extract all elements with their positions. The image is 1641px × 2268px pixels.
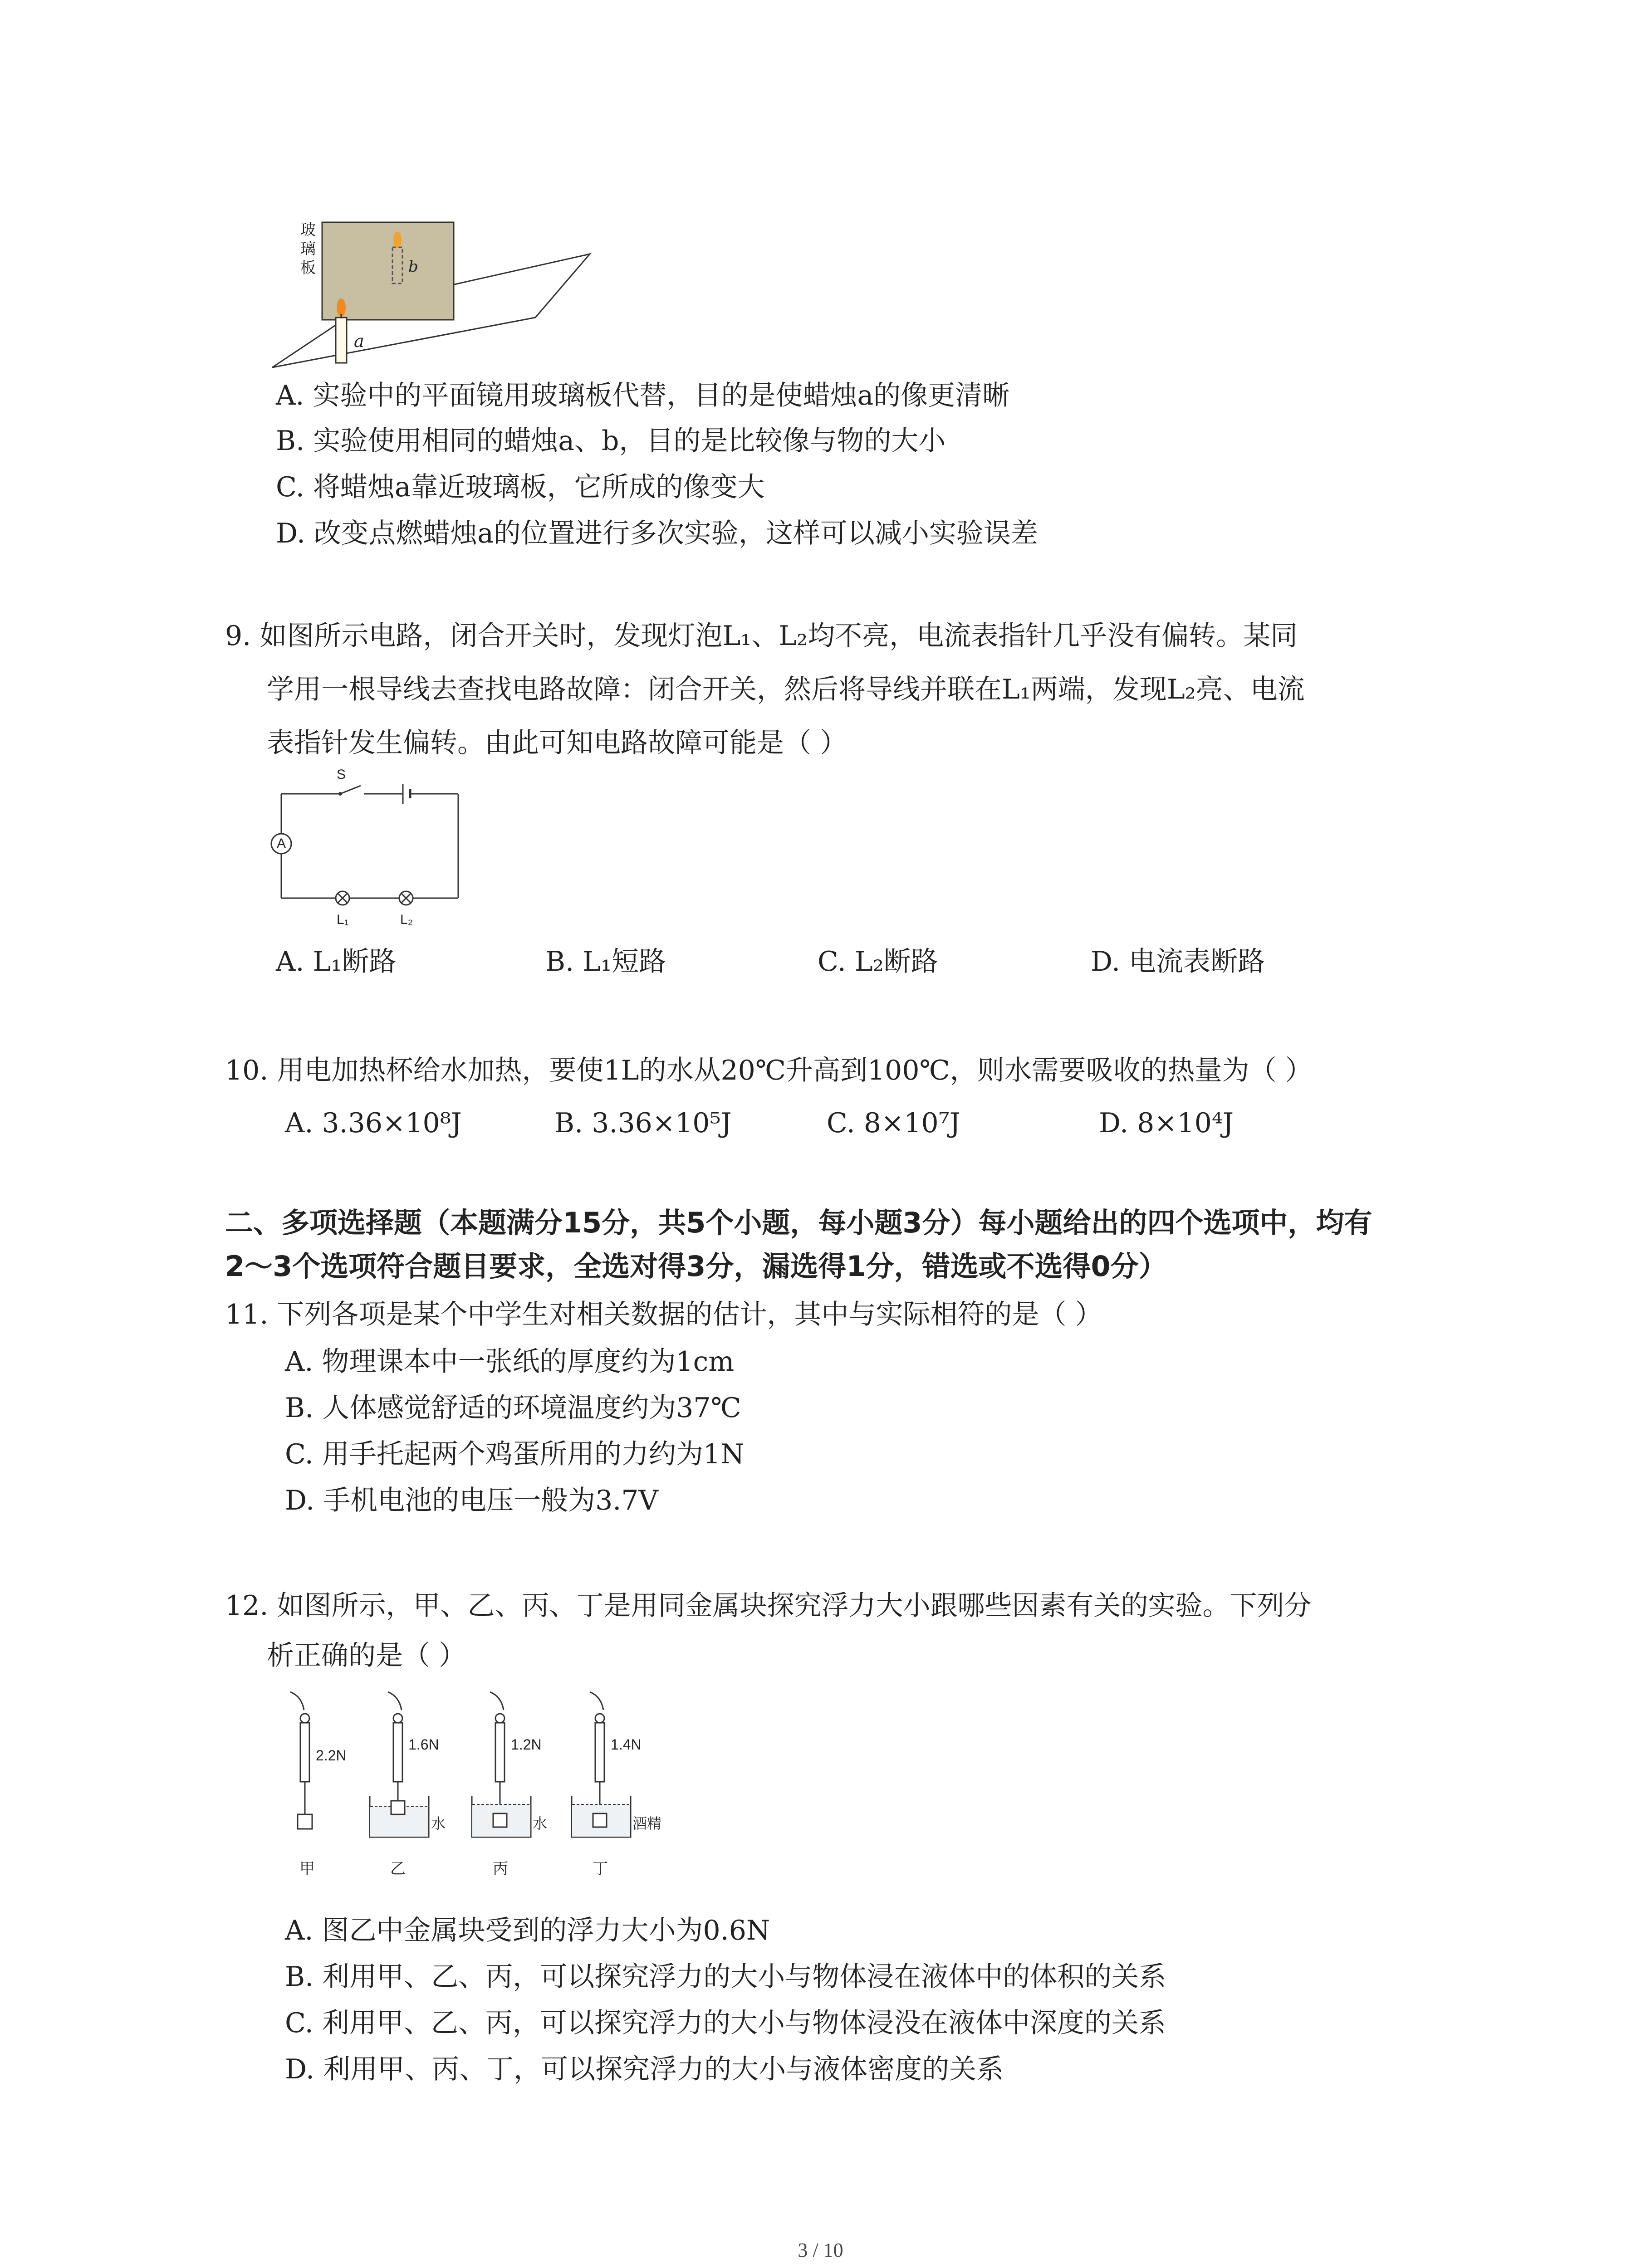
q11-option-a: A. 物理课本中一张纸的厚度约为1cm (285, 1346, 735, 1378)
label-ding: 丁 (593, 1860, 608, 1877)
q9-stem-line3: 表指针发生偏转。由此可知电路故障可能是（ ） (267, 727, 847, 759)
q10-option-b: B. 3.36×10⁵J (554, 1107, 732, 1139)
ammeter-label: A (277, 836, 286, 851)
q12-stem-line2: 析正确的是（ ） (267, 1640, 466, 1672)
q11-option-c: C. 用手托起两个鸡蛋所用的力约为1N (285, 1438, 745, 1470)
q11-stem: 11. 下列各项是某个中学生对相关数据的估计，其中与实际相符的是（ ） (225, 1299, 1102, 1330)
q9-option-b: B. L₁短路 (545, 946, 666, 978)
q10-option-a: A. 3.36×10⁸J (285, 1107, 462, 1139)
q12-option-c: C. 利用甲、乙、丙，可以探究浮力的大小与物体浸没在液体中深度的关系 (285, 2007, 1166, 2039)
q9-stem-line1: 9. 如图所示电路，闭合开关时，发现灯泡L₁、L₂均不亮，电流表指针几乎没有偏转。某同 (225, 620, 1298, 652)
switch-label: S (337, 767, 346, 782)
label-jia: 甲 (299, 1860, 315, 1877)
q12-stem-line1: 12. 如图所示，甲、乙、丙、丁是用同金属块探究浮力大小跟哪些因素有关的实验。下列分 (225, 1590, 1312, 1622)
q12-option-a: A. 图乙中金属块受到的浮力大小为0.6N (285, 1915, 770, 1946)
q8-option-c: C. 将蜡烛a靠近玻璃板，它所成的像变大 (276, 471, 765, 503)
glass-plate-label: 玻璃板 (300, 221, 316, 277)
candle-a-label: a (354, 331, 364, 351)
lamp2-label: L₂ (400, 912, 413, 927)
circuit-diagram (259, 767, 476, 930)
section2-heading-line2: 2～3个选项符合题目要求，全选对得3分，漏选得1分，错选或不选得0分） (225, 1250, 1167, 1283)
q11-option-b: B. 人体感觉舒适的环境温度约为37℃ (285, 1392, 741, 1424)
reading-ding: 1.4N (611, 1736, 642, 1753)
q8-option-a: A. 实验中的平面镜用玻璃板代替，目的是使蜡烛a的像更清晰 (276, 380, 1010, 411)
section2-heading-line1: 二、多项选择题（本题满分15分，共5个小题，每小题3分）每小题给出的四个选项中，均有 (225, 1206, 1372, 1239)
liquid-bing: 水 (533, 1815, 548, 1832)
label-yi: 乙 (390, 1860, 406, 1877)
liquid-ding: 酒精 (632, 1815, 662, 1832)
candle-b-label: b (408, 258, 418, 276)
reading-jia: 2.2N (316, 1747, 347, 1764)
q12-option-b: B. 利用甲、乙、丙，可以探究浮力的大小与物体浸在液体中的体积的关系 (285, 1961, 1166, 1993)
q10-stem: 10. 用电加热杯给水加热，要使1L的水从20℃升高到100℃，则水需要吸收的热量为（ ） (225, 1055, 1313, 1086)
q8-option-d: D. 改变点燃蜡烛a的位置进行多次实验，这样可以减小实验误差 (276, 518, 1038, 549)
q10-option-c: C. 8×10⁷J (827, 1107, 960, 1139)
q10-option-d: D. 8×10⁴J (1099, 1107, 1234, 1139)
q9-option-a: A. L₁断路 (276, 946, 397, 978)
q12-option-d: D. 利用甲、丙、丁，可以探究浮力的大小与液体密度的关系 (285, 2053, 1004, 2085)
q8-option-b: B. 实验使用相同的蜡烛a、b，目的是比较像与物的大小 (276, 425, 946, 457)
liquid-yi: 水 (431, 1815, 446, 1832)
q9-option-c: C. L₂断路 (818, 946, 938, 978)
reading-bing: 1.2N (511, 1736, 542, 1753)
reading-yi: 1.6N (408, 1736, 439, 1753)
label-bing: 丙 (493, 1860, 508, 1877)
page-number: 3 / 10 (798, 2239, 843, 2261)
buoyancy-experiment-figure (272, 1687, 762, 1878)
q9-stem-line2: 学用一根导线去查找电路故障：闭合开关，然后将导线并联在L₁两端，发现L₂亮、电流 (267, 674, 1305, 705)
lamp1-label: L₁ (337, 912, 349, 927)
q11-option-d: D. 手机电池的电压一般为3.7V (285, 1485, 658, 1516)
q9-option-d: D. 电流表断路 (1091, 946, 1265, 978)
